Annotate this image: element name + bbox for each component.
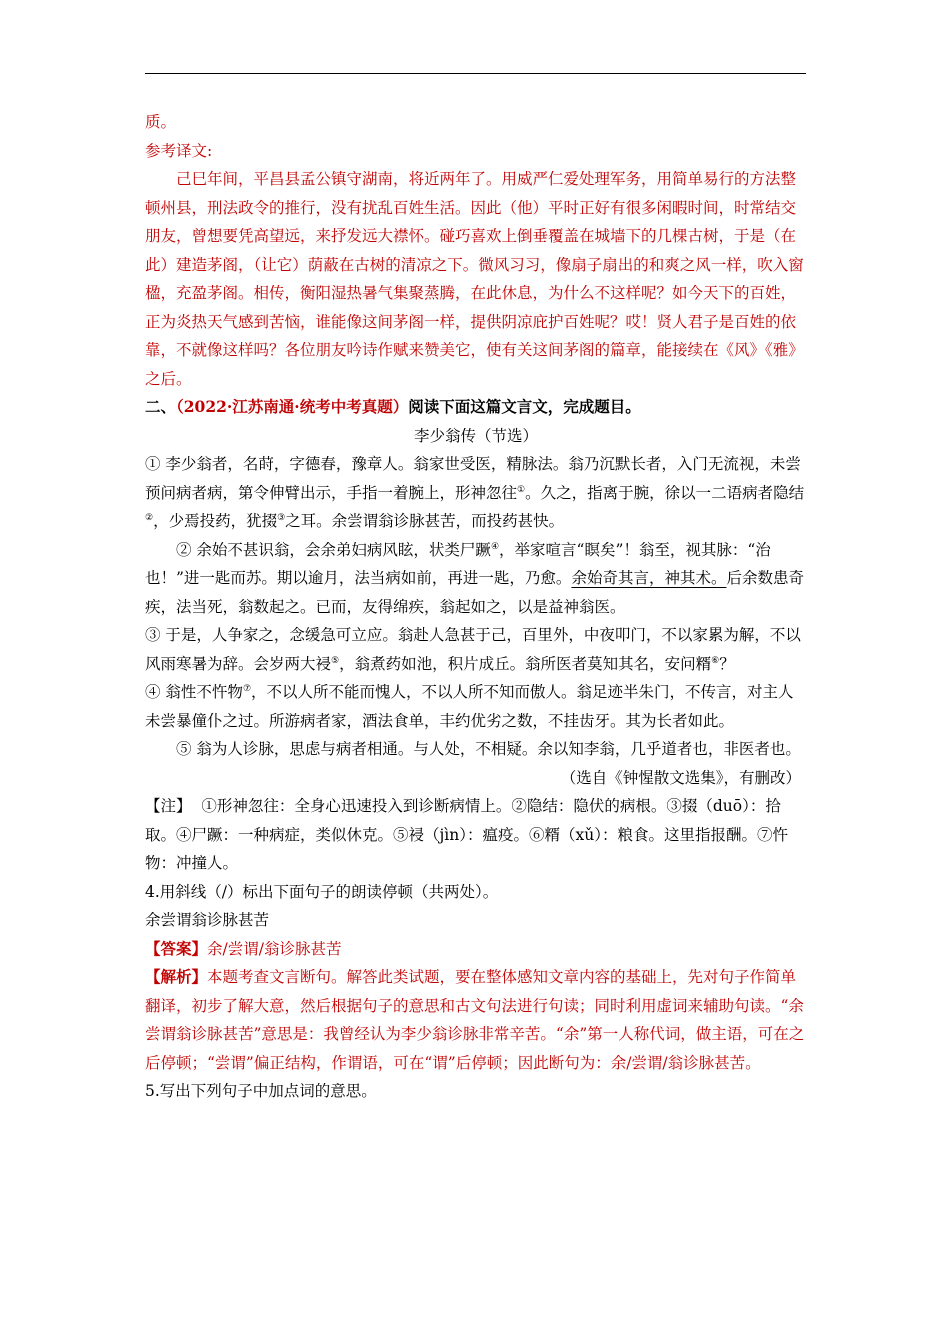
question-4-sentence: 余尝谓翁诊脉甚苦 — [145, 911, 270, 929]
essay-paragraph-4: ④ 翁性不忤物⑦，不以人所不能而愧人，不以人所不知而傲人。翁足迹半朱门，不传言，对主人未尝暴僮仆之过。所游病者家，酒法食单，丰约优劣之数，不挂齿牙。其为长者如此。 — [145, 683, 794, 730]
footnote-mark: ③ — [277, 513, 286, 523]
footnote-mark: ⑥ — [711, 655, 720, 666]
essay-paragraph-2: ② 余始不甚识翁，会余弟妇病风眩，状类尸蹶④，举家喧言“瞑矣”！翁至，视其脉：“治也！”进一匙而苏。期以逾月，法当病如前，再进一匙，乃愈。余始奇其言，神其术。后余数患奇疾，法当死，翁数起之。已而，友得绵疾，翁起如之，以是益神翁医。 — [145, 540, 804, 616]
section-number: 二、 — [145, 397, 177, 416]
underlined-sentence: 余始奇其言，神其术。 — [571, 569, 727, 587]
section-instruction: 阅读下面这篇文言文，完成题目。 — [408, 397, 641, 416]
annotations-text: ①形神忽往：全身心迅速投入到诊断病情上。②隐结：隐伏的病根。③掇（duō）：拾取。④尸蹶：一种病症，类似休克。⑤祲（jìn）：瘟疫。⑥糈（xǔ）：粮食。这里指报酬。⑦忤物：冲撞人。 — [145, 797, 788, 872]
annotations-label: 【注】 — [145, 797, 192, 815]
section-2-heading — [145, 393, 807, 422]
intro-tail: 质。 — [145, 113, 177, 131]
footnote-mark: ④ — [490, 541, 500, 552]
question-5: 5.写出下列句子中加点词的意思。 — [145, 1082, 377, 1100]
document-body — [145, 108, 807, 1106]
question-4: 4.用斜线（/）标出下面句子的朗读停顿（共两处）。 — [145, 882, 499, 901]
analysis-text: 本题考查文言断句。解答此类试题，要在整体感知文章内容的基础上，先对句子作简单翻译，初步了解大意，然后根据句子的意思和古文句法进行句读；同时利用虚词来辅助句读。“余尝谓翁诊脉甚苦”意思是：我曾经认为李少翁诊脉非常辛苦。“余”第一人称代词，做主语，可在之后停顿；“尝谓”偏正结构，作谓语，可在“谓”后停顿；因此断句为：余/尝谓/翁诊脉甚苦。 — [145, 968, 805, 1072]
section-source: （2022·江苏南通·统考中考真题） — [176, 397, 409, 416]
annotations — [145, 792, 807, 878]
footnote-mark: ⑦ — [242, 684, 252, 694]
essay-paragraph-3: ③ 于是，人争家之，念缓急可立应。翁赴人急甚于己，百里外，中夜叩门，不以家累为解，不以风雨寒暑为辞。会岁两大祲⑤，翁煮药如池，积片成丘。翁所医者莫知其名，安问糈⑥？ — [145, 626, 801, 673]
analysis-label: 【解析】 — [145, 967, 208, 986]
answer-label: 【答案】 — [145, 938, 208, 958]
reference-translation: 己巳年间，平昌县孟公镇守湖南，将近两年了。用威严仁爱处理军务，用简单易行的方法整顿州县，刑法政令的推行，没有扰乱百姓生活。因此（他）平时正好有很多闲暇时间，时常结交朋友，曾想要凭高望远，来抒发远大襟怀。碰巧喜欢上倒垂覆盖在城墙下的几棵古树，于是（在此）建造茅阁，（让它）荫蔽在古树的清凉之下。微风习习，像扇子扇出的和爽之风一样，吹入窗楹，充盈茅阁。相传，衡阳湿热暑气集聚蒸腾，在此休息，为什么不这样呢？如今天下的百姓，正为炎热天气感到苦恼，谁能像这间茅阁一样，提供阴凉庇护百姓呢？哎！贤人君子是百姓的依靠，不就像这样吗？各位朋友吟诗作赋来赞美它，使有关这间茅阁的篇章，能接续在《风》《雅》之后。 — [145, 170, 804, 388]
answer-text: 余/尝谓/翁诊脉甚苦 — [207, 939, 342, 958]
footnote-mark: ② — [145, 513, 154, 523]
header-rule — [145, 73, 806, 74]
reference-translation-title: 参考译文: — [145, 141, 213, 160]
footnote-mark: ① — [517, 484, 526, 495]
essay-title: 李少翁传（节选） — [413, 426, 538, 445]
question-4-answer — [145, 935, 807, 964]
footnote-mark: ⑤ — [331, 655, 340, 666]
essay-paragraph-1: ① 李少翁者，名莳，字德春，豫章人。翁家世受医，精脉法。翁乃沉默长者，入门无流视，未尝预问病者病，第令伸臂出示，手指一着腕上，形神忽往①。久之，指离于腕，徐以一二语病者隐结②，少焉投药，犹掇③之耳。余尝谓翁诊脉甚苦，而投药甚快。 — [145, 455, 805, 530]
question-4-analysis — [145, 963, 807, 1077]
source-note: （选自《钟惺散文选集》，有删改） — [560, 768, 801, 787]
essay-paragraph-5: ⑤ 翁为人诊脉，思虑与病者相通。与人处，不相疑。余以知李翁，几乎道者也，非医者也。 — [176, 740, 801, 758]
